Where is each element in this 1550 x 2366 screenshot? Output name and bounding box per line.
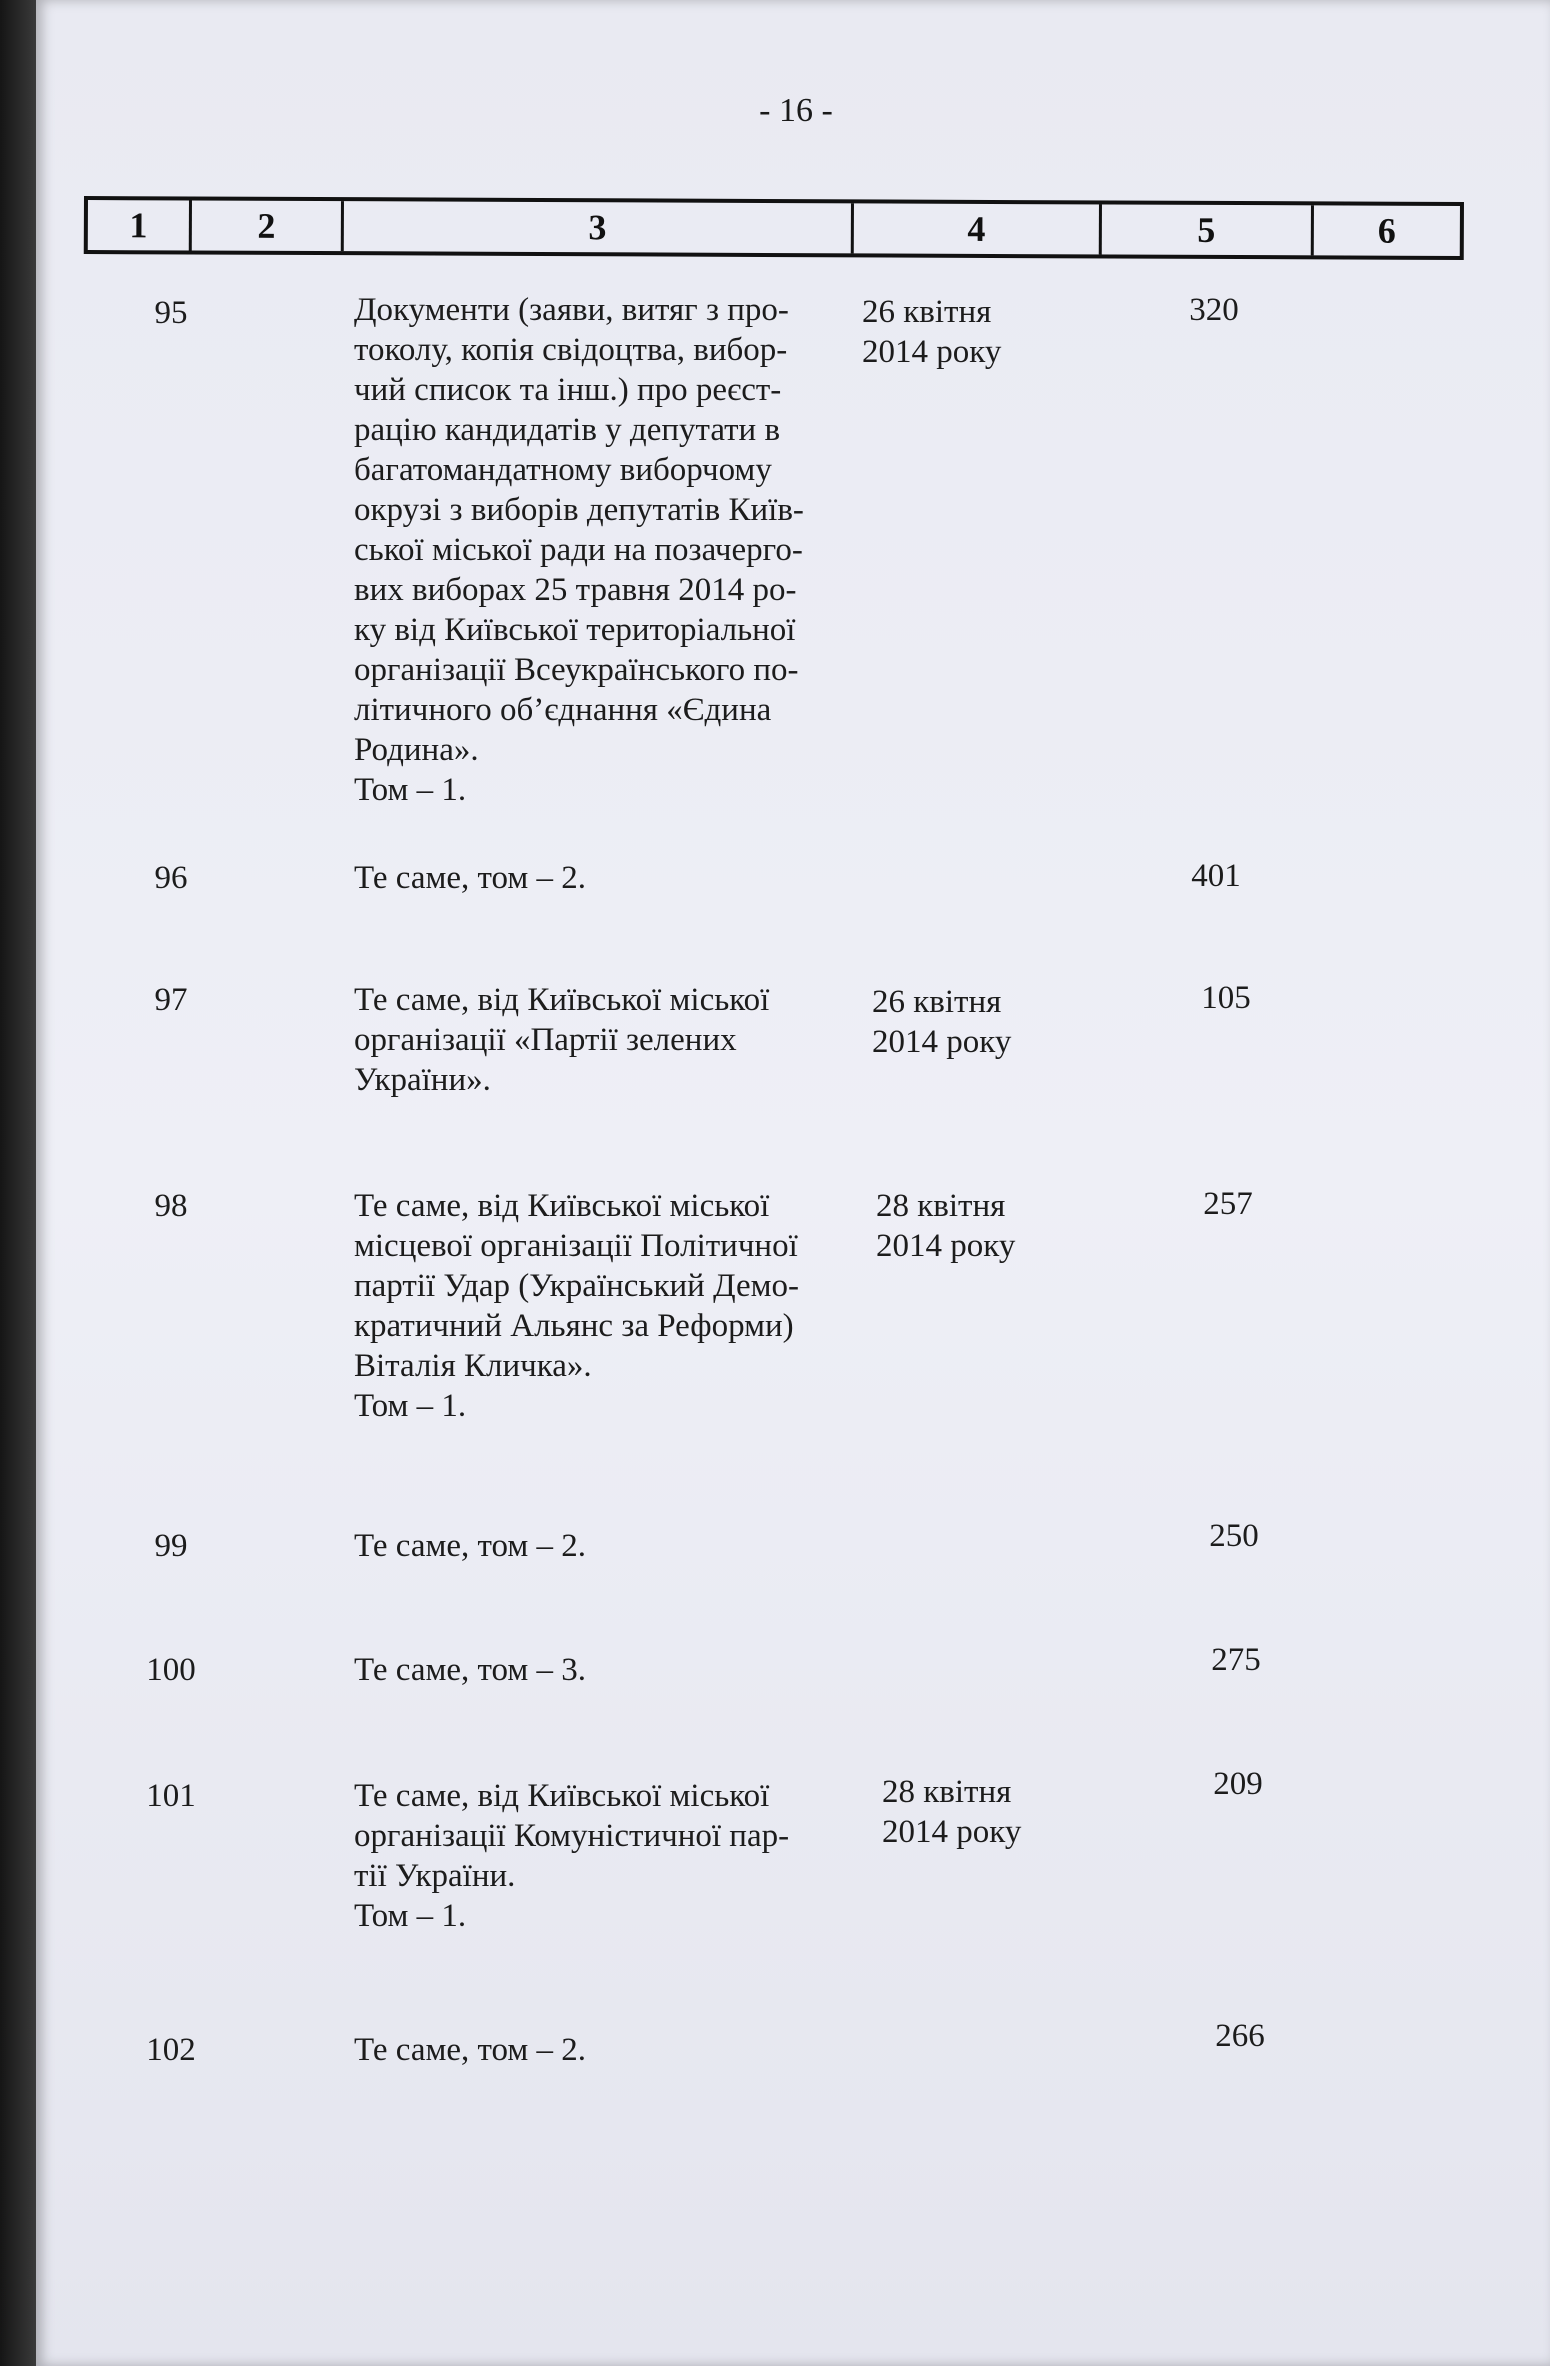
- sheet-count: 275: [1211, 1642, 1261, 1678]
- header-col-2: 2: [192, 200, 344, 251]
- entry-description: [354, 980, 894, 1100]
- description-line: Том – 1.: [354, 772, 467, 808]
- entry-date: [882, 1772, 1082, 1852]
- header-col-1: 1: [88, 200, 192, 250]
- entry-date: [876, 1186, 1076, 1266]
- header-col-3: 3: [344, 201, 854, 253]
- book-spine: [0, 0, 36, 2366]
- description-line: Те саме, том – 2.: [354, 1528, 587, 1564]
- description-line: токолу, копія свідоцтва, вибор-: [354, 332, 788, 368]
- header-col-4: 4: [854, 203, 1102, 254]
- description-line: організації Комуністичної пар-: [354, 1818, 790, 1854]
- description-line: ку від Київської територіальної: [354, 612, 796, 648]
- description-line: Віталія Кличка».: [354, 1348, 592, 1384]
- description-line: партії Удар (Український Демо-: [354, 1268, 800, 1304]
- sheet-count: 209: [1213, 1766, 1263, 1802]
- description-line: ської міської ради на позачерго-: [354, 532, 803, 568]
- date-line: 26 квітня: [862, 294, 992, 330]
- page-number: - 16 -: [759, 92, 833, 129]
- entry-number: 96: [154, 860, 188, 896]
- description-line: тії України.: [354, 1858, 516, 1894]
- table-header: [84, 196, 1464, 260]
- sheet-count: 320: [1189, 292, 1239, 328]
- date-line: 2014 року: [872, 1024, 1012, 1060]
- entry-date: [862, 292, 1062, 372]
- description-line: Том – 1.: [354, 1388, 467, 1424]
- description-line: Те саме, том – 3.: [354, 1652, 587, 1688]
- document-page: [36, 0, 1550, 2366]
- description-line: Те саме, том – 2.: [354, 860, 587, 896]
- entry-description: [354, 1186, 894, 1426]
- sheet-count: 266: [1215, 2018, 1265, 2054]
- entry-description: [354, 2030, 894, 2070]
- entry-date: [872, 982, 1072, 1062]
- description-line: Те саме, том – 2.: [354, 2032, 587, 2068]
- entry-number: 98: [154, 1188, 188, 1224]
- description-line: України».: [354, 1062, 491, 1098]
- description-line: рацію кандидатів у депутати в: [354, 412, 781, 448]
- sheet-count: 105: [1201, 980, 1251, 1016]
- sheet-count: 257: [1203, 1186, 1253, 1222]
- description-line: багатомандатному виборчому: [354, 452, 772, 488]
- entry-number: 100: [146, 1652, 196, 1688]
- entry-number: 101: [146, 1778, 196, 1814]
- description-line: Те саме, від Київської міської: [354, 1188, 770, 1224]
- entry-description: [354, 1776, 894, 1936]
- description-line: чий список та інш.) про реєст-: [354, 372, 782, 408]
- description-line: вих виборах 25 травня 2014 ро-: [354, 572, 797, 608]
- sheet-count: 401: [1191, 858, 1241, 894]
- header-col-5: 5: [1102, 204, 1314, 255]
- description-line: організації Всеукраїнського по-: [354, 652, 799, 688]
- date-line: 28 квітня: [876, 1188, 1006, 1224]
- date-line: 2014 року: [862, 334, 1002, 370]
- entry-number: 99: [154, 1528, 188, 1564]
- sheet-count: 250: [1209, 1518, 1259, 1554]
- description-line: Те саме, від Київської міської: [354, 982, 770, 1018]
- description-line: Те саме, від Київської міської: [354, 1778, 770, 1814]
- entry-description: [354, 290, 894, 810]
- date-line: 2014 року: [882, 1814, 1022, 1850]
- entry-number: 102: [146, 2032, 196, 2068]
- entry-number: 95: [154, 295, 188, 331]
- description-line: Родина».: [354, 732, 479, 768]
- entry-description: [354, 858, 894, 898]
- description-line: місцевої організації Політичної: [354, 1228, 798, 1264]
- date-line: 2014 року: [876, 1228, 1016, 1264]
- date-line: 26 квітня: [872, 984, 1002, 1020]
- entry-description: [354, 1650, 894, 1690]
- description-line: Том – 1.: [354, 1898, 467, 1934]
- description-line: кратичний Альянс за Реформи): [354, 1308, 794, 1344]
- description-line: літичного об’єднання «Єдина: [354, 692, 772, 728]
- description-line: організації «Партії зелених: [354, 1022, 737, 1058]
- date-line: 28 квітня: [882, 1774, 1012, 1810]
- description-line: окрузі з виборів депутатів Київ-: [354, 492, 804, 528]
- header-col-6: 6: [1377, 210, 1396, 251]
- description-line: Документи (заяви, витяг з про-: [354, 292, 789, 328]
- entry-description: [354, 1526, 894, 1566]
- entry-number: 97: [154, 982, 188, 1018]
